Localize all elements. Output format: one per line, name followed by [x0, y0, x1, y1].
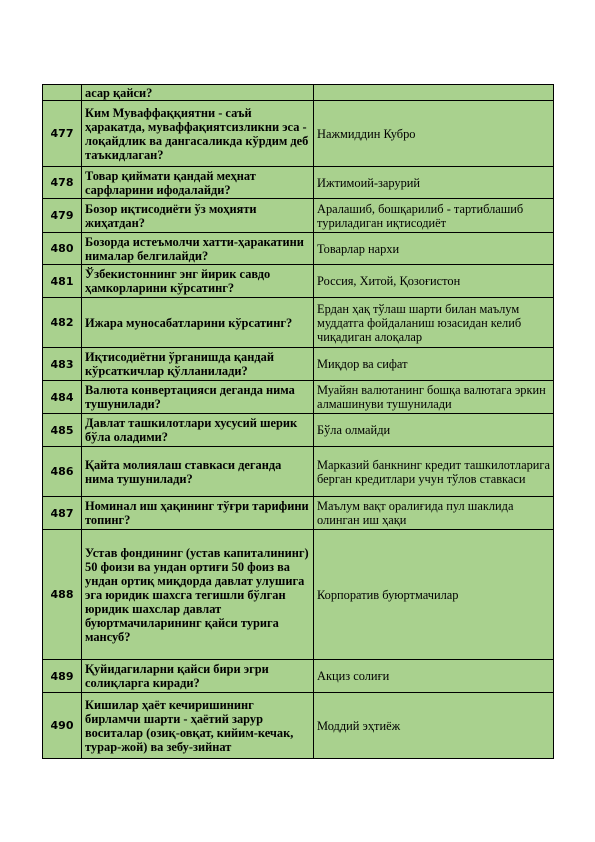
table-row [43, 381, 554, 414]
question-cell: Устав фондининг (устав капиталининг) 50 фоизи ва ундан ортиғи 50 фоиз ва ундан ортиқ миқдорда давлат улушига эга юридик шахсга тегишли бўлган юридик шахслар давлат буюртмачиларининг қайси турига мансуб? [82, 530, 314, 660]
row-number: 484 [43, 381, 82, 414]
table-row [43, 660, 554, 693]
question-cell: Қуйидагиларни қайси бири эгри солиқларга киради? [82, 660, 314, 693]
table-row [43, 530, 554, 660]
row-number: 489 [43, 660, 82, 693]
row-number: 480 [43, 233, 82, 265]
answer-cell: Ижтимоий-зарурий [314, 167, 554, 199]
table-row [43, 85, 554, 101]
table-row [43, 447, 554, 497]
answer-cell: Моддий эҳтиёж [314, 693, 554, 759]
answer-cell: Муайян валютанинг бошқа валютага эркин алмашинуви тушунилади [314, 381, 554, 414]
table-row [43, 414, 554, 447]
row-number: 485 [43, 414, 82, 447]
answer-cell: Нажмиддин Кубро [314, 101, 554, 167]
row-number: 477 [43, 101, 82, 167]
question-cell: Иқтисодиётни ўрганишда қандай кўрсаткичлар қўлланилади? [82, 348, 314, 381]
answer-cell [314, 85, 554, 101]
questions-table [42, 84, 554, 759]
answer-cell: Товарлар нархи [314, 233, 554, 265]
question-cell: Кишилар ҳаёт кечиришининг бирламчи шарти - ҳаётий зарур воситалар (озиқ-овқат, кийим-кечак, турар-жой) ва зебу-зийнат [82, 693, 314, 759]
answer-cell: Корпоратив буюртмачилар [314, 530, 554, 660]
question-cell: Бозор иқтисодиёти ўз моҳияти жиҳатдан? [82, 199, 314, 233]
answer-cell: Аралашиб, бошқарилиб - тартиблашиб туриладиган иқтисодиёт [314, 199, 554, 233]
question-cell: Бозорда истеъмолчи хатти-ҳаракатини нималар белгилайди? [82, 233, 314, 265]
answer-cell: Акциз солиғи [314, 660, 554, 693]
question-cell: Ким Муваффаққиятни - саъй ҳаракатда, муваффақиятсизликни эса - лоқайдлик ва дангасаликда кўрдим деб таъкидлаган? [82, 101, 314, 167]
question-cell: Давлат ташкилотлари хусусий шерик бўла оладими? [82, 414, 314, 447]
answer-cell: Марказий банкнинг кредит ташкилотларига берган кредитлари учун тўлов ставкаси [314, 447, 554, 497]
row-number: 478 [43, 167, 82, 199]
answer-cell: Миқдор ва сифат [314, 348, 554, 381]
question-cell: Ижара муносабатларини кўрсатинг? [82, 298, 314, 348]
table-row [43, 298, 554, 348]
row-number: 481 [43, 265, 82, 298]
answer-cell: Маълум вақт оралиғида пул шаклида олинган иш ҳақи [314, 497, 554, 530]
row-number: 486 [43, 447, 82, 497]
table-row [43, 265, 554, 298]
answer-cell: Бўла олмайди [314, 414, 554, 447]
table-row [43, 101, 554, 167]
row-number: 490 [43, 693, 82, 759]
table-row [43, 497, 554, 530]
table-row [43, 199, 554, 233]
row-number: 482 [43, 298, 82, 348]
table-row [43, 693, 554, 759]
table-row [43, 233, 554, 265]
table-row [43, 348, 554, 381]
question-cell: Валюта конвертацияси деганда нима тушунилади? [82, 381, 314, 414]
table-row [43, 167, 554, 199]
question-cell: Номинал иш ҳақининг тўғри тарифини топинг? [82, 497, 314, 530]
answer-cell: Россия, Хитой, Қозоғистон [314, 265, 554, 298]
question-cell: Қайта молиялаш ставкаси деганда нима тушунилади? [82, 447, 314, 497]
row-number: 488 [43, 530, 82, 660]
row-number: 487 [43, 497, 82, 530]
row-number [43, 85, 82, 101]
row-number: 483 [43, 348, 82, 381]
question-cell: Товар қиймати қандай меҳнат сарфларини ифодалайди? [82, 167, 314, 199]
row-number: 479 [43, 199, 82, 233]
question-cell: Ўзбекистоннинг энг йирик савдо ҳамкорларини кўрсатинг? [82, 265, 314, 298]
answer-cell: Ердан ҳақ тўлаш шарти билан маълум муддатга фойдаланиш юзасидан келиб чиқадиган алоқалар [314, 298, 554, 348]
question-cell: асар қайси? [82, 85, 314, 101]
